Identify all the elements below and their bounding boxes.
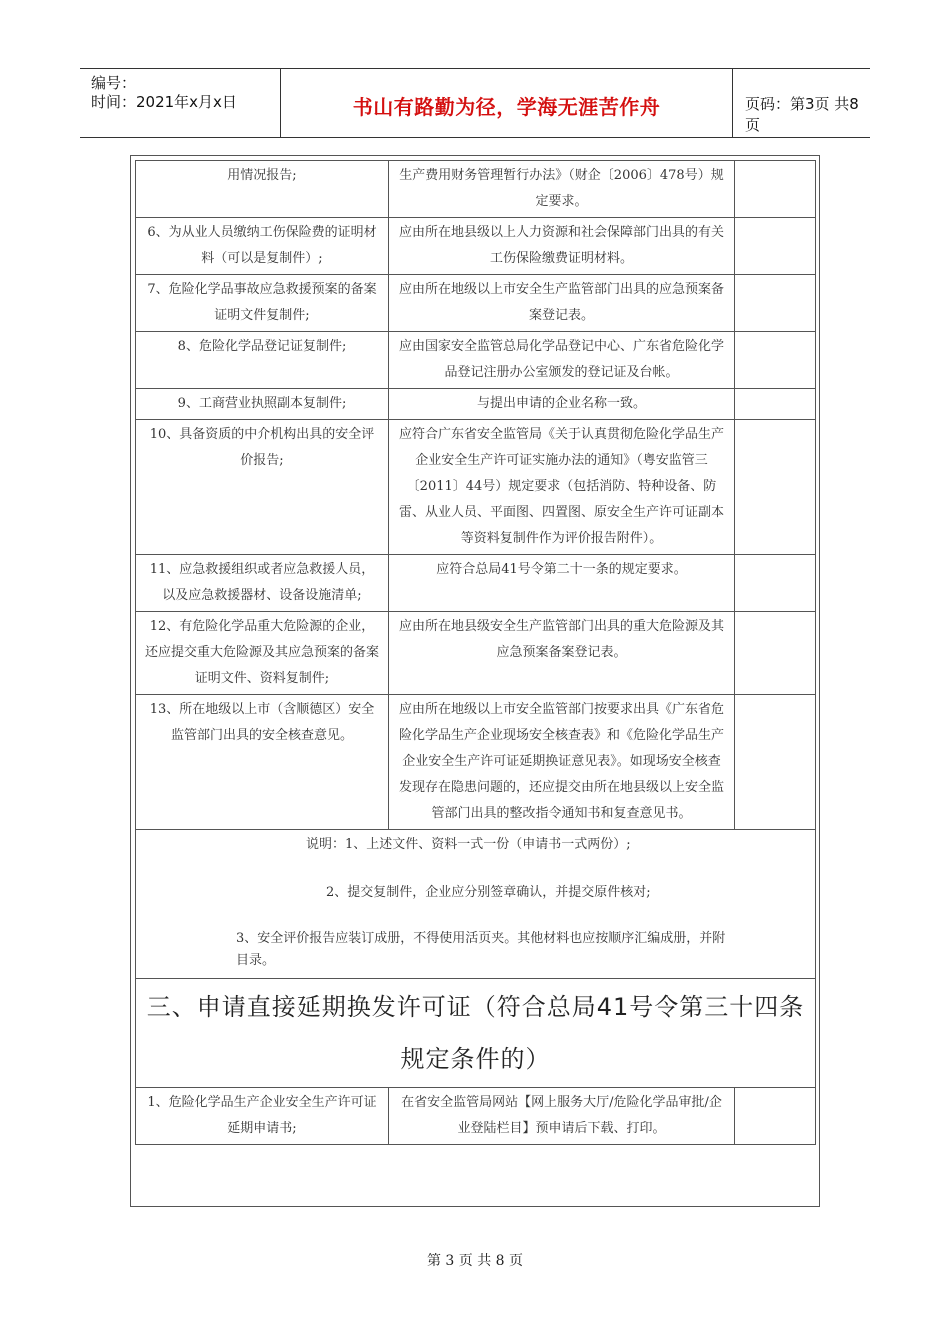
requirement-note: 应符合总局41号令第二十一条的规定要求。 <box>389 555 735 612</box>
header-motto-cell <box>281 69 733 137</box>
section-heading-row <box>136 979 816 1088</box>
notes-row <box>136 830 816 979</box>
table-row <box>136 275 816 332</box>
requirement-item: 11、应急救援组织或者应急救援人员，以及应急救援器材、设备设施清单; <box>136 555 389 612</box>
requirement-item: 7、危险化学品事故应急救援预案的备案证明文件复制件; <box>136 275 389 332</box>
requirement-item: 1、危险化学品生产企业安全生产许可证延期申请书; <box>136 1088 389 1145</box>
requirement-item: 13、所在地级以上市（含顺德区）安全监管部门出具的安全核查意见。 <box>136 695 389 830</box>
requirement-note: 应由国家安全监管总局化学品登记中心、广东省危险化学品登记注册办公室颁发的登记证及台帐。 <box>389 332 735 389</box>
requirement-item: 9、工商营业执照副本复制件; <box>136 389 389 420</box>
note-line-2: 2、提交复制件，企业应分别签章确认，并提交原件核对; <box>326 885 651 900</box>
page-header <box>80 68 870 138</box>
document-code-label: 编号： <box>91 74 137 92</box>
document-date-label: 时间：2021年x月x日 <box>91 93 237 111</box>
remark-cell <box>735 161 816 218</box>
table-row <box>136 218 816 275</box>
requirement-note: 在省安全监管局网站【网上服务大厅/危险化学品审批/企业登陆栏目】预申请后下载、打印。 <box>389 1088 735 1145</box>
requirement-item: 用情况报告; <box>136 161 389 218</box>
note-line-3: 3、安全评价报告应装订成册，不得使用活页夹。其他材料也应按顺序汇编成册，并附 <box>236 931 726 946</box>
requirement-item: 8、危险化学品登记证复制件; <box>136 332 389 389</box>
requirement-note: 与提出申请的企业名称一致。 <box>389 389 735 420</box>
header-motto: 书山有路勤为径，学海无涯苦作舟 <box>352 95 661 119</box>
remark-cell <box>735 275 816 332</box>
requirement-item: 10、具备资质的中介机构出具的安全评价报告; <box>136 420 389 555</box>
notes-cell <box>136 830 816 979</box>
header-meta-cell <box>80 69 281 137</box>
requirement-item: 6、为从业人员缴纳工伤保险费的证明材料（可以是复制件）; <box>136 218 389 275</box>
remark-cell <box>735 555 816 612</box>
section-3-title: 三、申请直接延期换发许可证（符合总局41号令第三十四条规定条件的） <box>136 979 816 1088</box>
header-page-number: 页码：第3页 共8页 <box>745 95 859 134</box>
requirement-note: 应由所在地级以上市安全生产监管部门出具的应急预案备案登记表。 <box>389 275 735 332</box>
requirements-table <box>135 160 816 1145</box>
requirement-note: 应符合广东省安全监管局《关于认真贯彻危险化学品生产企业安全生产许可证实施办法的通知》（粤安监管三〔2011〕44号）规定要求（包括消防、特种设备、防雷、从业人员、平面图、四置图、原安全生产许可证副本等资料复制件作为评价报告附件）。 <box>389 420 735 555</box>
requirement-note: 应由所在地级以上市安全监管部门按要求出具《广东省危险化学品生产企业现场安全核查表》和《危险化学品生产企业安全生产许可证延期换证意见表》。如现场安全核查发现存在隐患问题的，还应提交由所在地县级以上安全监管部门出具的整改指令通知书和复查意见书。 <box>389 695 735 830</box>
requirement-note: 应由所在地县级安全生产监管部门出具的重大危险源及其应急预案备案登记表。 <box>389 612 735 695</box>
remark-cell <box>735 389 816 420</box>
remark-cell <box>735 332 816 389</box>
table-row <box>136 695 816 830</box>
requirement-item: 12、有危险化学品重大危险源的企业，还应提交重大危险源及其应急预案的备案证明文件、资料复制件; <box>136 612 389 695</box>
table-row <box>136 332 816 389</box>
page-footer: 第 3 页 共 8 页 <box>426 1253 524 1269</box>
requirement-note: 应由所在地县级以上人力资源和社会保障部门出具的有关工伤保险缴费证明材料。 <box>389 218 735 275</box>
note-line-1: 说明：1、上述文件、资料一式一份（申请书一式两份）; <box>306 837 631 852</box>
remark-cell <box>735 218 816 275</box>
remark-cell <box>735 612 816 695</box>
table-row <box>136 389 816 420</box>
remark-cell <box>735 420 816 555</box>
remark-cell <box>735 695 816 830</box>
requirement-note: 生产费用财务管理暂行办法》（财企〔2006〕478号）规定要求。 <box>389 161 735 218</box>
table-row <box>136 161 816 218</box>
table-row <box>136 1088 816 1145</box>
table-row <box>136 420 816 555</box>
table-row <box>136 612 816 695</box>
table-row <box>136 555 816 612</box>
note-line-3-continued: 目录。 <box>236 953 276 968</box>
remark-cell <box>735 1088 816 1145</box>
